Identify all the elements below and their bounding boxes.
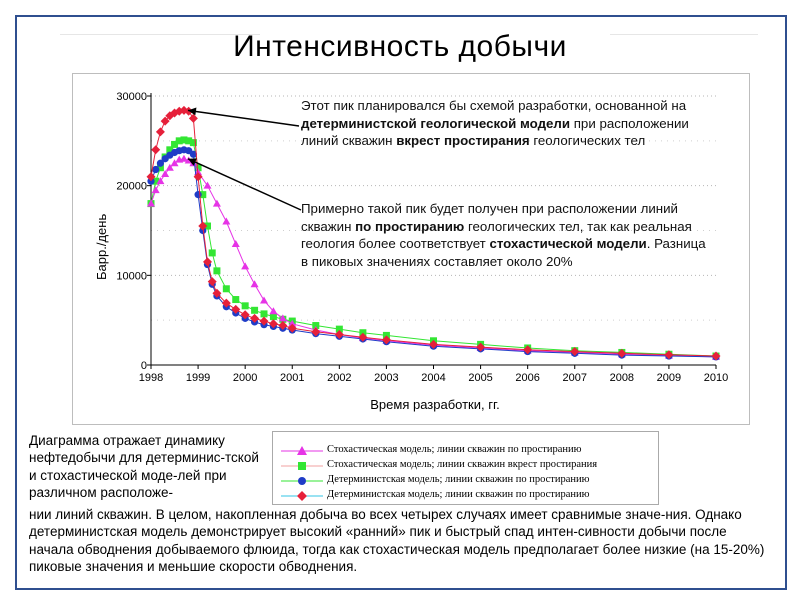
annotation2-text-2: геологических тел, так как реальная геология более соответствует — [301, 218, 692, 251]
x-tick-label: 2003 — [374, 372, 399, 384]
x-tick-label: 2002 — [327, 372, 352, 384]
description-left: Диаграмма отражает динамику нефтедобычи для детерминис-тской и стохастической моде-лей при различном расположе- — [29, 433, 259, 500]
annotation2-text-3: . Разница в пиковых значениях составляет около 20% — [301, 236, 706, 269]
legend-label: Детерминистская модель; линии скважин по простиранию — [327, 474, 590, 485]
annotation2-bold-2: стохастической модели — [489, 236, 647, 251]
data-point — [260, 296, 268, 303]
data-point — [152, 186, 160, 193]
annotation1-bold-2: вкрест простирания — [396, 133, 530, 148]
x-tick-label: 2010 — [703, 372, 729, 384]
data-point — [222, 218, 230, 225]
x-tick-label: 2000 — [232, 372, 258, 384]
legend-marker-diamond-icon — [281, 490, 323, 502]
y-tick-label: 20000 — [116, 180, 147, 193]
annotation2-text-1: Примерно такой пик будет получен при расположении линий скважин — [301, 201, 678, 234]
x-axis-label: Время разработки, гг. — [370, 397, 500, 412]
legend-marker-circle-icon — [281, 475, 323, 487]
data-point — [232, 296, 239, 303]
x-tick-label: 1999 — [185, 372, 211, 384]
x-tick-label: 2006 — [515, 372, 540, 384]
x-tick-label: 2009 — [656, 372, 682, 384]
legend-marker-triangle-icon — [281, 445, 323, 457]
data-point — [194, 172, 203, 181]
data-point — [194, 191, 201, 198]
y-axis-label: Барр./день — [94, 213, 109, 280]
x-tick-label: 2005 — [468, 372, 493, 384]
x-tick-label: 1998 — [138, 372, 164, 384]
x-tick-label: 2007 — [562, 372, 587, 384]
annotation1-text-2: при расположении линий скважин — [301, 115, 689, 148]
data-point — [232, 240, 240, 247]
data-point — [156, 127, 165, 136]
data-point — [251, 307, 258, 314]
legend-label: Детерминистская модель; линии скважин по простиранию — [327, 489, 590, 500]
annotation-arrow-deterministic — [188, 108, 299, 126]
legend-label: Стохастическая модель; линии скважин вкрест простирания — [327, 459, 598, 470]
legend-marker-square-icon — [281, 460, 323, 472]
data-point — [189, 114, 198, 123]
data-point — [213, 267, 220, 274]
data-point — [151, 145, 160, 154]
y-tick-label: 10000 — [116, 270, 147, 283]
data-point — [213, 200, 221, 207]
annotation1-text-1: Этот пик планировался бы схемой разработки, основанной на — [301, 98, 687, 113]
x-tick-label: 2008 — [609, 372, 635, 384]
page-title: Интенсивность добычи — [233, 30, 567, 63]
annotation-arrow-stochastic — [188, 158, 301, 210]
data-point — [209, 249, 216, 256]
data-point — [223, 285, 230, 292]
annotation2-bold-1: по простиранию — [355, 218, 465, 234]
data-point — [242, 302, 249, 309]
x-tick-label: 2004 — [421, 372, 446, 384]
data-point — [251, 280, 259, 287]
chart-legend — [272, 431, 659, 505]
y-tick-label: 0 — [140, 360, 147, 372]
legend-label: Стохастическая модель; линии скважин по простиранию — [327, 444, 582, 455]
annotation1-bold-1: детерминистской геологической модели — [301, 115, 571, 131]
y-tick-label: 30000 — [116, 91, 147, 103]
data-point — [241, 262, 249, 269]
x-tick-label: 2001 — [280, 372, 305, 384]
data-point — [261, 310, 268, 317]
data-point — [204, 182, 212, 189]
description-bottom: нии линий скважин. В целом, накопленная добыча во всех четырех случаях имеет сравнимые значе-ния. Однако детерминистская модель демонстрирует высокий «ранний» пик и быстрый спад интен-сивности добычи после начала обводнения добываемого флюида, тогда как стохастическая модель предполагает более низкие (на 15-20%) пиковые значения и меньшие скорости обводнения. — [29, 507, 765, 574]
annotation-stochastic-peak — [301, 200, 711, 270]
annotation-deterministic-peak — [301, 97, 701, 150]
annotation1-text-3: геологических тел — [529, 133, 646, 148]
